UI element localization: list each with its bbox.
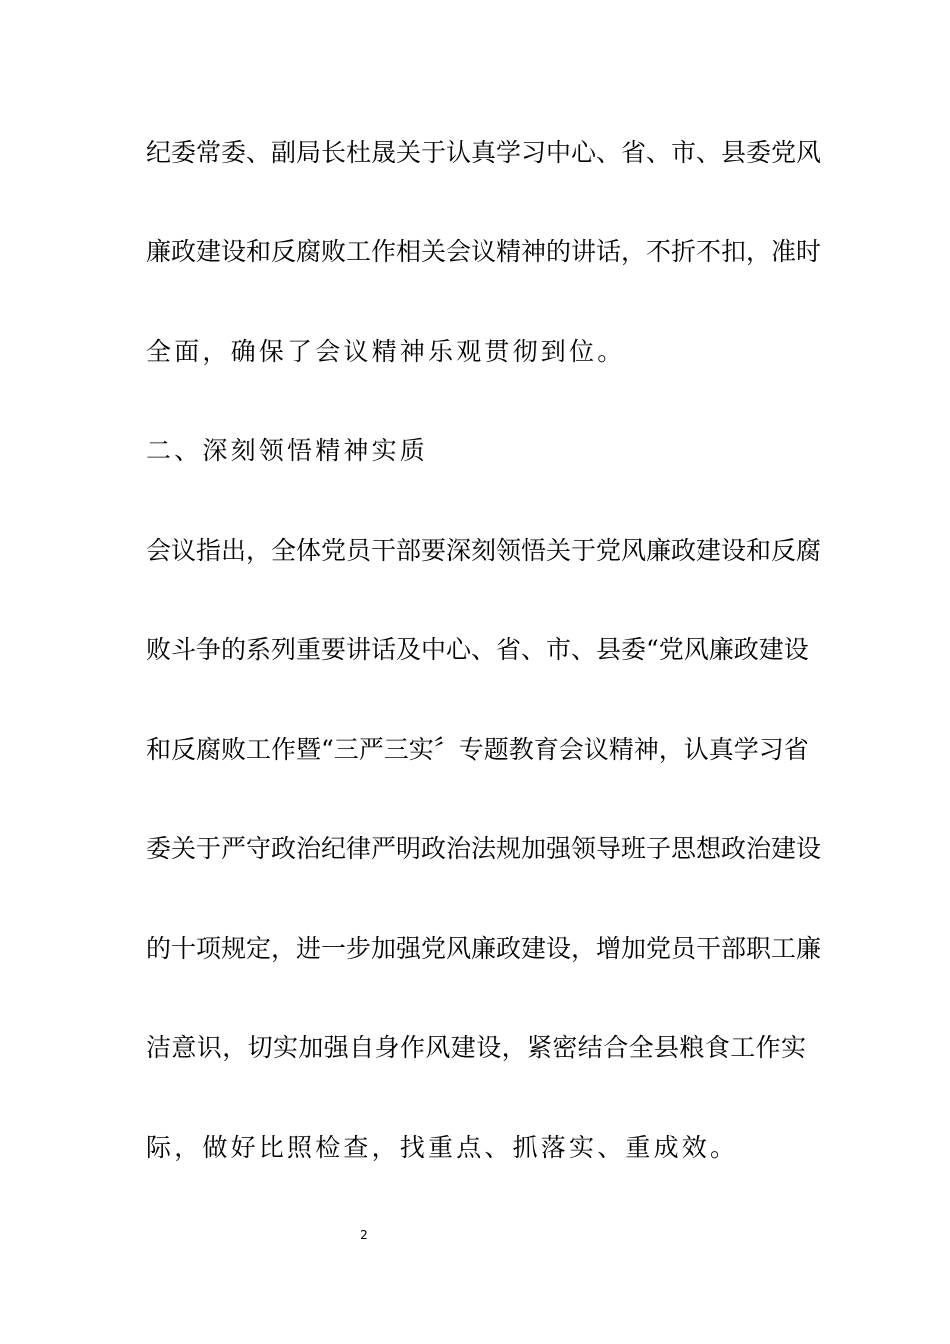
paragraph-line: 全面，确保了会议精神乐观贯彻到位。 [146, 337, 626, 366]
paragraph-line: 会议指出，全体党员干部要深刻领悟关于党风廉政建设和反腐 [146, 536, 822, 565]
paragraph-line: 和反腐败工作暨“三严三实〞专题教育会议精神，认真学习省 [146, 735, 809, 764]
paragraph-line: 廉政建设和反腐败工作相关会议精神的讲话，不折不扣，准时 [146, 237, 822, 266]
paragraph-line: 败斗争的系列重要讲话及中心、省、市、县委“党风廉政建设 [146, 635, 809, 664]
paragraph-line: 委关于严守政治纪律严明政治法规加强领导班子思想政治建设 [146, 834, 822, 863]
section-heading: 二、深刻领悟精神实质 [146, 436, 429, 465]
paragraph-line: 的十项规定，进一步加强党风廉政建设，增加党员干部职工廉 [146, 934, 822, 963]
paragraph-line: 纪委常委、副局长杜晟关于认真学习中心、省、市、县委党风 [146, 138, 822, 167]
paragraph-line: 际，做好比照检查，找重点、抓落实、重成效。 [146, 1133, 739, 1162]
page-number: 2 [360, 1228, 368, 1242]
paragraph-line: 洁意识，切实加强自身作风建设，紧密结合全县粮食工作实 [146, 1033, 806, 1062]
